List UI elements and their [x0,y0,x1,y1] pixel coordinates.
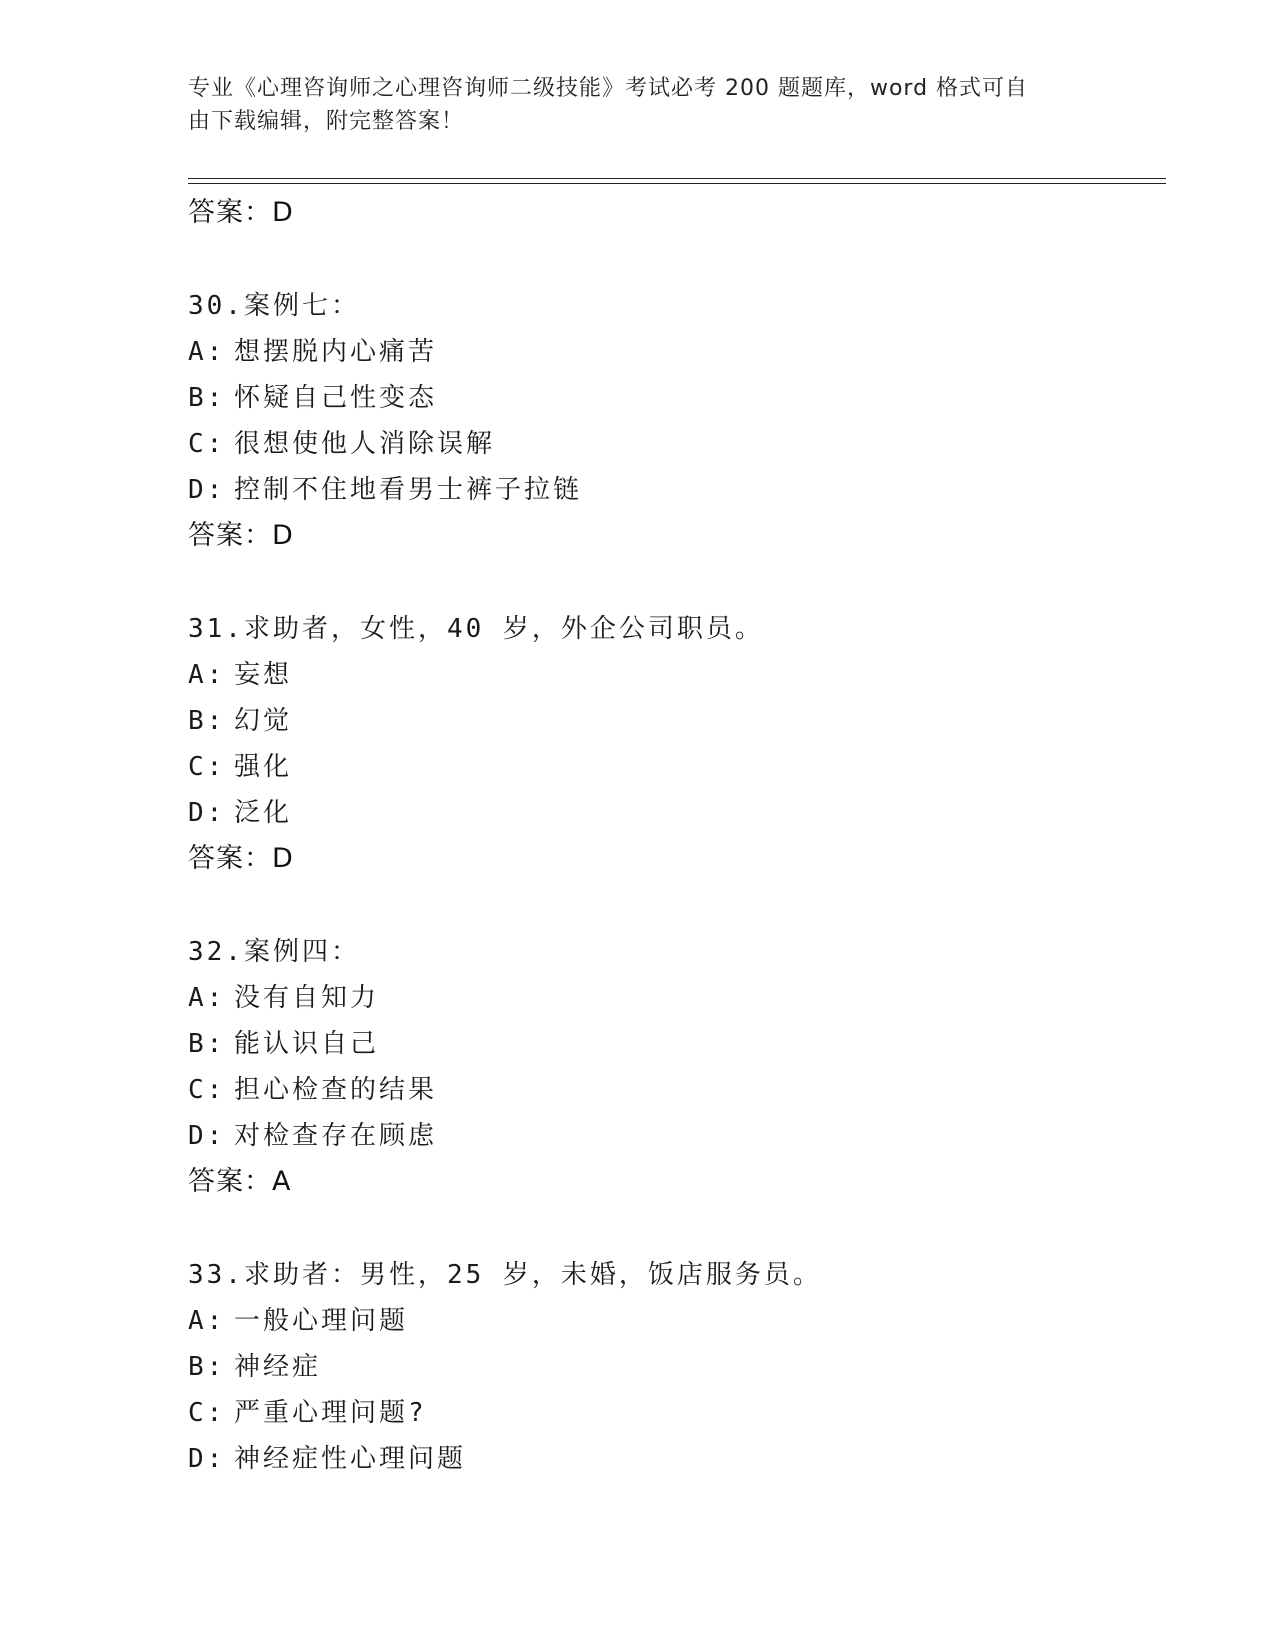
option-b [188,1021,1168,1067]
option-letter: A: [188,1306,226,1336]
option-a [188,329,1168,375]
option-text: 很想使他人消除误解 [234,429,496,459]
option-text: 妄想 [234,660,293,690]
option-a [188,1298,1168,1344]
option-letter: B: [188,383,226,413]
option-text: 想摆脱内心痛苦 [234,337,438,367]
option-letter: D: [188,798,226,828]
option-text: 能认识自己 [234,1029,380,1059]
option-letter: D: [188,475,226,505]
question-list [188,190,1168,1482]
question-block [188,606,1168,882]
option-c [188,744,1168,790]
option-text: 没有自知力 [234,983,380,1013]
option-text: 对检查存在顾虑 [234,1121,438,1151]
option-text: 担心检查的结果 [234,1075,438,1105]
question-block [188,1252,1168,1482]
option-b [188,375,1168,421]
question-title: 30.案例七： [188,291,360,321]
header-line-2: 由下载编辑，附完整答案！ [188,109,465,134]
answer-line: 答案：D [188,520,294,551]
header-divider-bottom [188,183,1166,184]
option-letter: A: [188,337,226,367]
option-letter: D: [188,1444,226,1474]
option-b [188,1344,1168,1390]
question-block [188,283,1168,559]
option-text: 泛化 [234,798,293,828]
header-line-1: 专业《心理咨询师之心理咨询师二级技能》考试必考 200 题题库，word 格式可自 [188,76,1029,101]
option-text: 怀疑自己性变态 [234,383,438,413]
option-c [188,421,1168,467]
option-d [188,1113,1168,1159]
header-divider-top [188,178,1166,179]
option-text: 严重心理问题? [234,1398,427,1428]
option-letter: B: [188,706,226,736]
answer-line: 答案：D [188,843,294,874]
option-a [188,652,1168,698]
option-a [188,975,1168,1021]
option-letter: C: [188,1398,226,1428]
option-letter: B: [188,1029,226,1059]
question-title: 32.案例四： [188,937,360,967]
option-letter: C: [188,752,226,782]
question-title: 33.求助者：男性，25 岁，未婚，饭店服务员。 [188,1260,822,1290]
option-text: 神经症性心理问题 [234,1444,467,1474]
option-c [188,1390,1168,1436]
option-text: 控制不住地看男士裤子拉链 [234,475,583,505]
option-letter: C: [188,1075,226,1105]
option-d [188,467,1168,513]
option-b [188,698,1168,744]
option-text: 强化 [234,752,293,782]
option-text: 一般心理问题 [234,1306,409,1336]
option-d [188,1436,1168,1482]
option-c [188,1067,1168,1113]
option-letter: D: [188,1121,226,1151]
answer-line: 答案：D [188,197,294,228]
document-header [188,72,1088,138]
option-letter: B: [188,1352,226,1382]
question-title: 31.求助者，女性，40 岁，外企公司职员。 [188,614,764,644]
option-text: 幻觉 [234,706,293,736]
option-letter: A: [188,660,226,690]
option-text: 神经症 [234,1352,322,1382]
option-letter: A: [188,983,226,1013]
question-block [188,929,1168,1205]
option-d [188,790,1168,836]
answer-line: 答案：A [188,1166,292,1197]
option-letter: C: [188,429,226,459]
